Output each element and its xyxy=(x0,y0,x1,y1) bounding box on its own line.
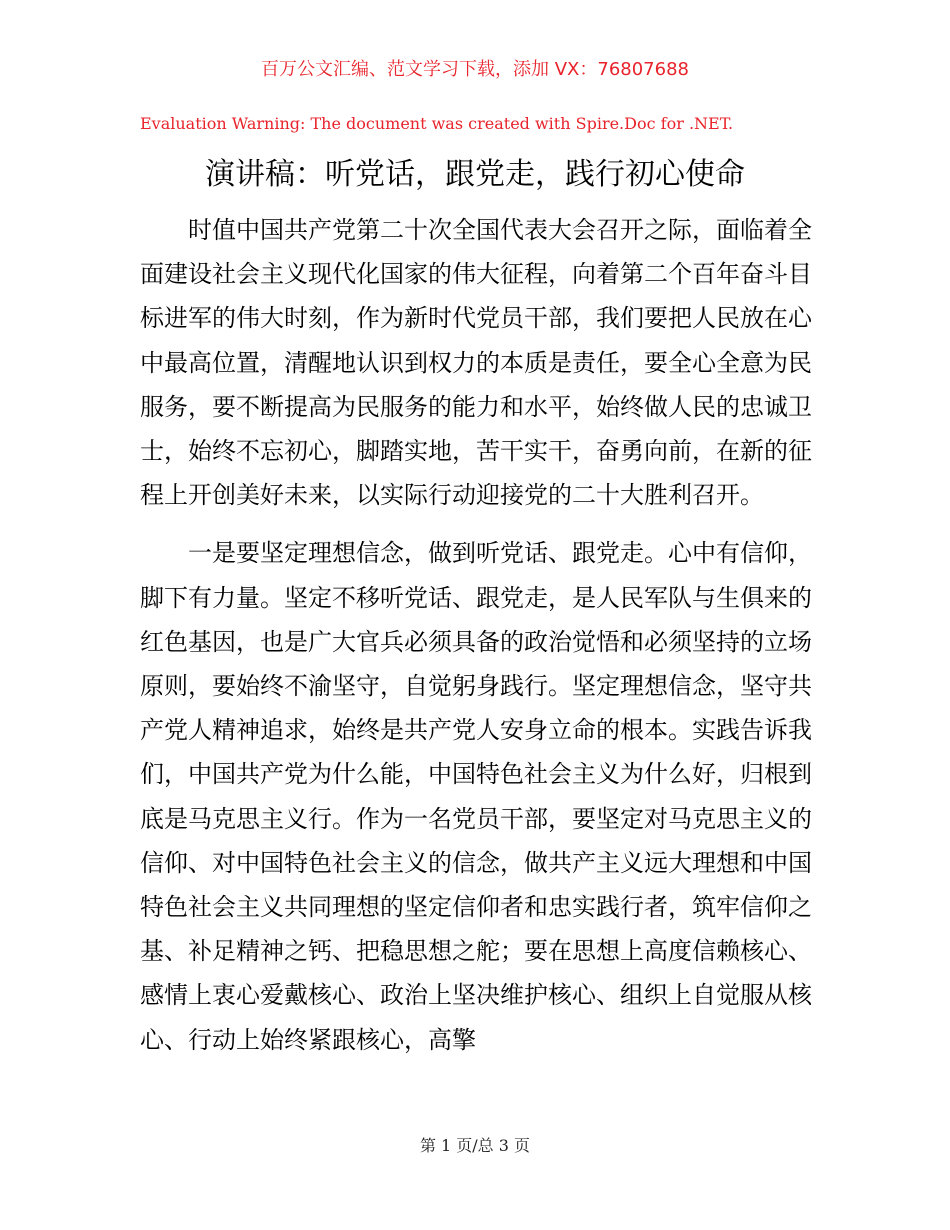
header-banner: 百万公文汇编、范文学习下载，添加 VX：76807688 xyxy=(261,59,689,80)
paragraph-intro: 时值中国共产党第二十次全国代表大会召开之际，面临着全面建设社会主义现代化国家的伟大征程，向着第二个百年奋斗目标进军的伟大时刻，作为新时代党员干部，我们要把人民放在心中最高位置，清醒地认识到权力的本质是责任，要全心全意为民服务，要不断提高为民服务的能力和水平，始终做人民的忠诚卫士，始终不忘初心，脚踏实地，苦干实干，奋勇向前，在新的征程上开创美好未来，以实际行动迎接党的二十大胜利召开。 xyxy=(140,216,812,510)
document-body xyxy=(140,208,812,1062)
paragraph-point-one: 一是要坚定理想信念，做到听党话、跟党走。心中有信仰，脚下有力量。坚定不移听党话、跟党走，是人民军队与生俱来的红色基因，也是广大官兵必须具备的政治觉悟和必须坚持的立场原则，要始终不渝坚守，自觉躬身践行。坚定理想信念，坚守共产党人精神追求，始终是共产党人安身立命的根本。实践告诉我们，中国共产党为什么能，中国特色社会主义为什么好，归根到底是马克思主义行。作为一名党员干部，要坚定对马克思主义的信仰、对中国特色社会主义的信念，做共产主义远大理想和中国特色社会主义共同理想的坚定信仰者和忠实践行者，筑牢信仰之基、补足精神之钙、把稳思想之舵；要在思想上高度信赖核心、感情上衷心爱戴核心、政治上坚决维护核心、组织上自觉服从核心、行动上始终紧跟核心，高擎 xyxy=(140,539,812,1054)
evaluation-warning: Evaluation Warning: The document was created with Spire.Doc for .NET. xyxy=(140,114,734,133)
page-indicator: 第 1 页/总 3 页 xyxy=(419,1136,531,1155)
document-title: 演讲稿：听党话，跟党走，践行初心使命 xyxy=(205,157,745,192)
